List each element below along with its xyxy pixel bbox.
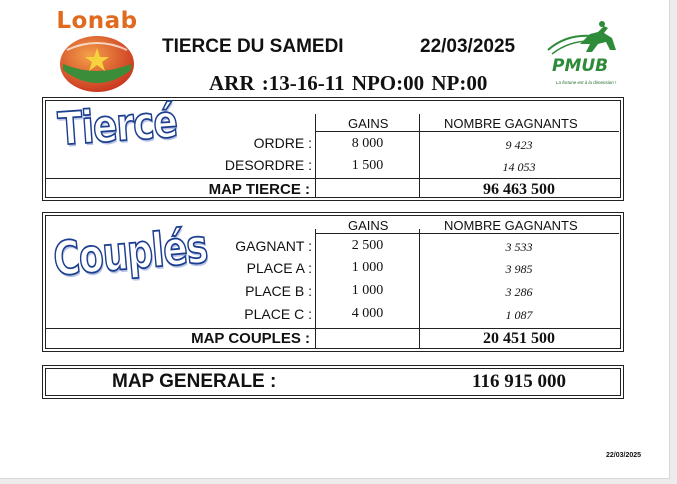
tierce-row-label: DESORDRE :: [224, 157, 312, 173]
tierce-row-winners: 14 053: [502, 160, 536, 174]
map-couples-value: 20 451 500: [483, 330, 555, 347]
pmub-logo: [546, 20, 626, 94]
couples-winners-header: NOMBRE GAGNANTS: [444, 218, 578, 233]
couples-row-winners: 3 985: [505, 262, 533, 276]
race-date: 22/03/2025: [420, 36, 516, 57]
couples-head-underline: [315, 233, 619, 234]
couples-row-winners: 3 286: [505, 285, 533, 299]
lonab-logo: [53, 8, 141, 98]
tierce-section-title: Tiercé: [56, 96, 179, 156]
pmub-logo-text: PMUB: [552, 56, 609, 76]
tierce-head-underline-1: [315, 131, 419, 132]
couples-row-winners: 1 087: [505, 308, 533, 322]
couples-row-label: PLACE A :: [246, 260, 312, 276]
couples-section-title: Couplés: [51, 220, 210, 287]
couples-row-gain: 2 500: [351, 238, 384, 253]
couples-row-gain: 4 000: [351, 306, 384, 321]
horse-jockey-icon: [546, 20, 624, 60]
lonab-logo-text: Lonab: [56, 8, 138, 34]
tierce-head-underline-2: [419, 131, 619, 132]
tierce-row-label: ORDRE :: [253, 135, 312, 151]
couples-row-label: PLACE C :: [244, 306, 312, 322]
couples-row-gain: 1 000: [351, 283, 384, 298]
map-tierce-value: 96 463 500: [483, 181, 555, 198]
couples-row-winners: 3 533: [505, 240, 533, 254]
page-title: TIERCE DU SAMEDI: [162, 36, 344, 57]
lonab-emblem-icon: [57, 34, 137, 96]
couples-divider: [45, 328, 621, 329]
couples-row-gain: 1 000: [351, 260, 384, 275]
pmub-tagline: La fortune est à la dimension !: [556, 80, 617, 85]
tierce-winners-header: NOMBRE GAGNANTS: [444, 116, 578, 131]
tierce-divider: [45, 178, 621, 179]
tierce-row-gain: 8 000: [351, 136, 384, 151]
tierce-row-gain: 1 500: [351, 158, 384, 173]
tierce-col-line-1: [315, 114, 316, 198]
map-tierce-label: MAP TIERCE :: [208, 181, 310, 198]
couples-row-label: PLACE B :: [245, 283, 312, 299]
map-generale-label: MAP GENERALE :: [112, 371, 277, 392]
tierce-row-winners: 9 423: [505, 138, 533, 152]
couples-row-label: GAGNANT :: [235, 238, 312, 254]
map-generale-value: 116 915 000: [472, 371, 566, 392]
couples-gains-header: GAINS: [348, 218, 389, 233]
map-couples-label: MAP COUPLES :: [191, 330, 310, 347]
arrival-line: ARR :13-16-11 NPO:00 NP:00: [209, 71, 488, 95]
footer-date: 22/03/2025: [606, 452, 642, 459]
tierce-gains-header: GAINS: [348, 116, 389, 131]
